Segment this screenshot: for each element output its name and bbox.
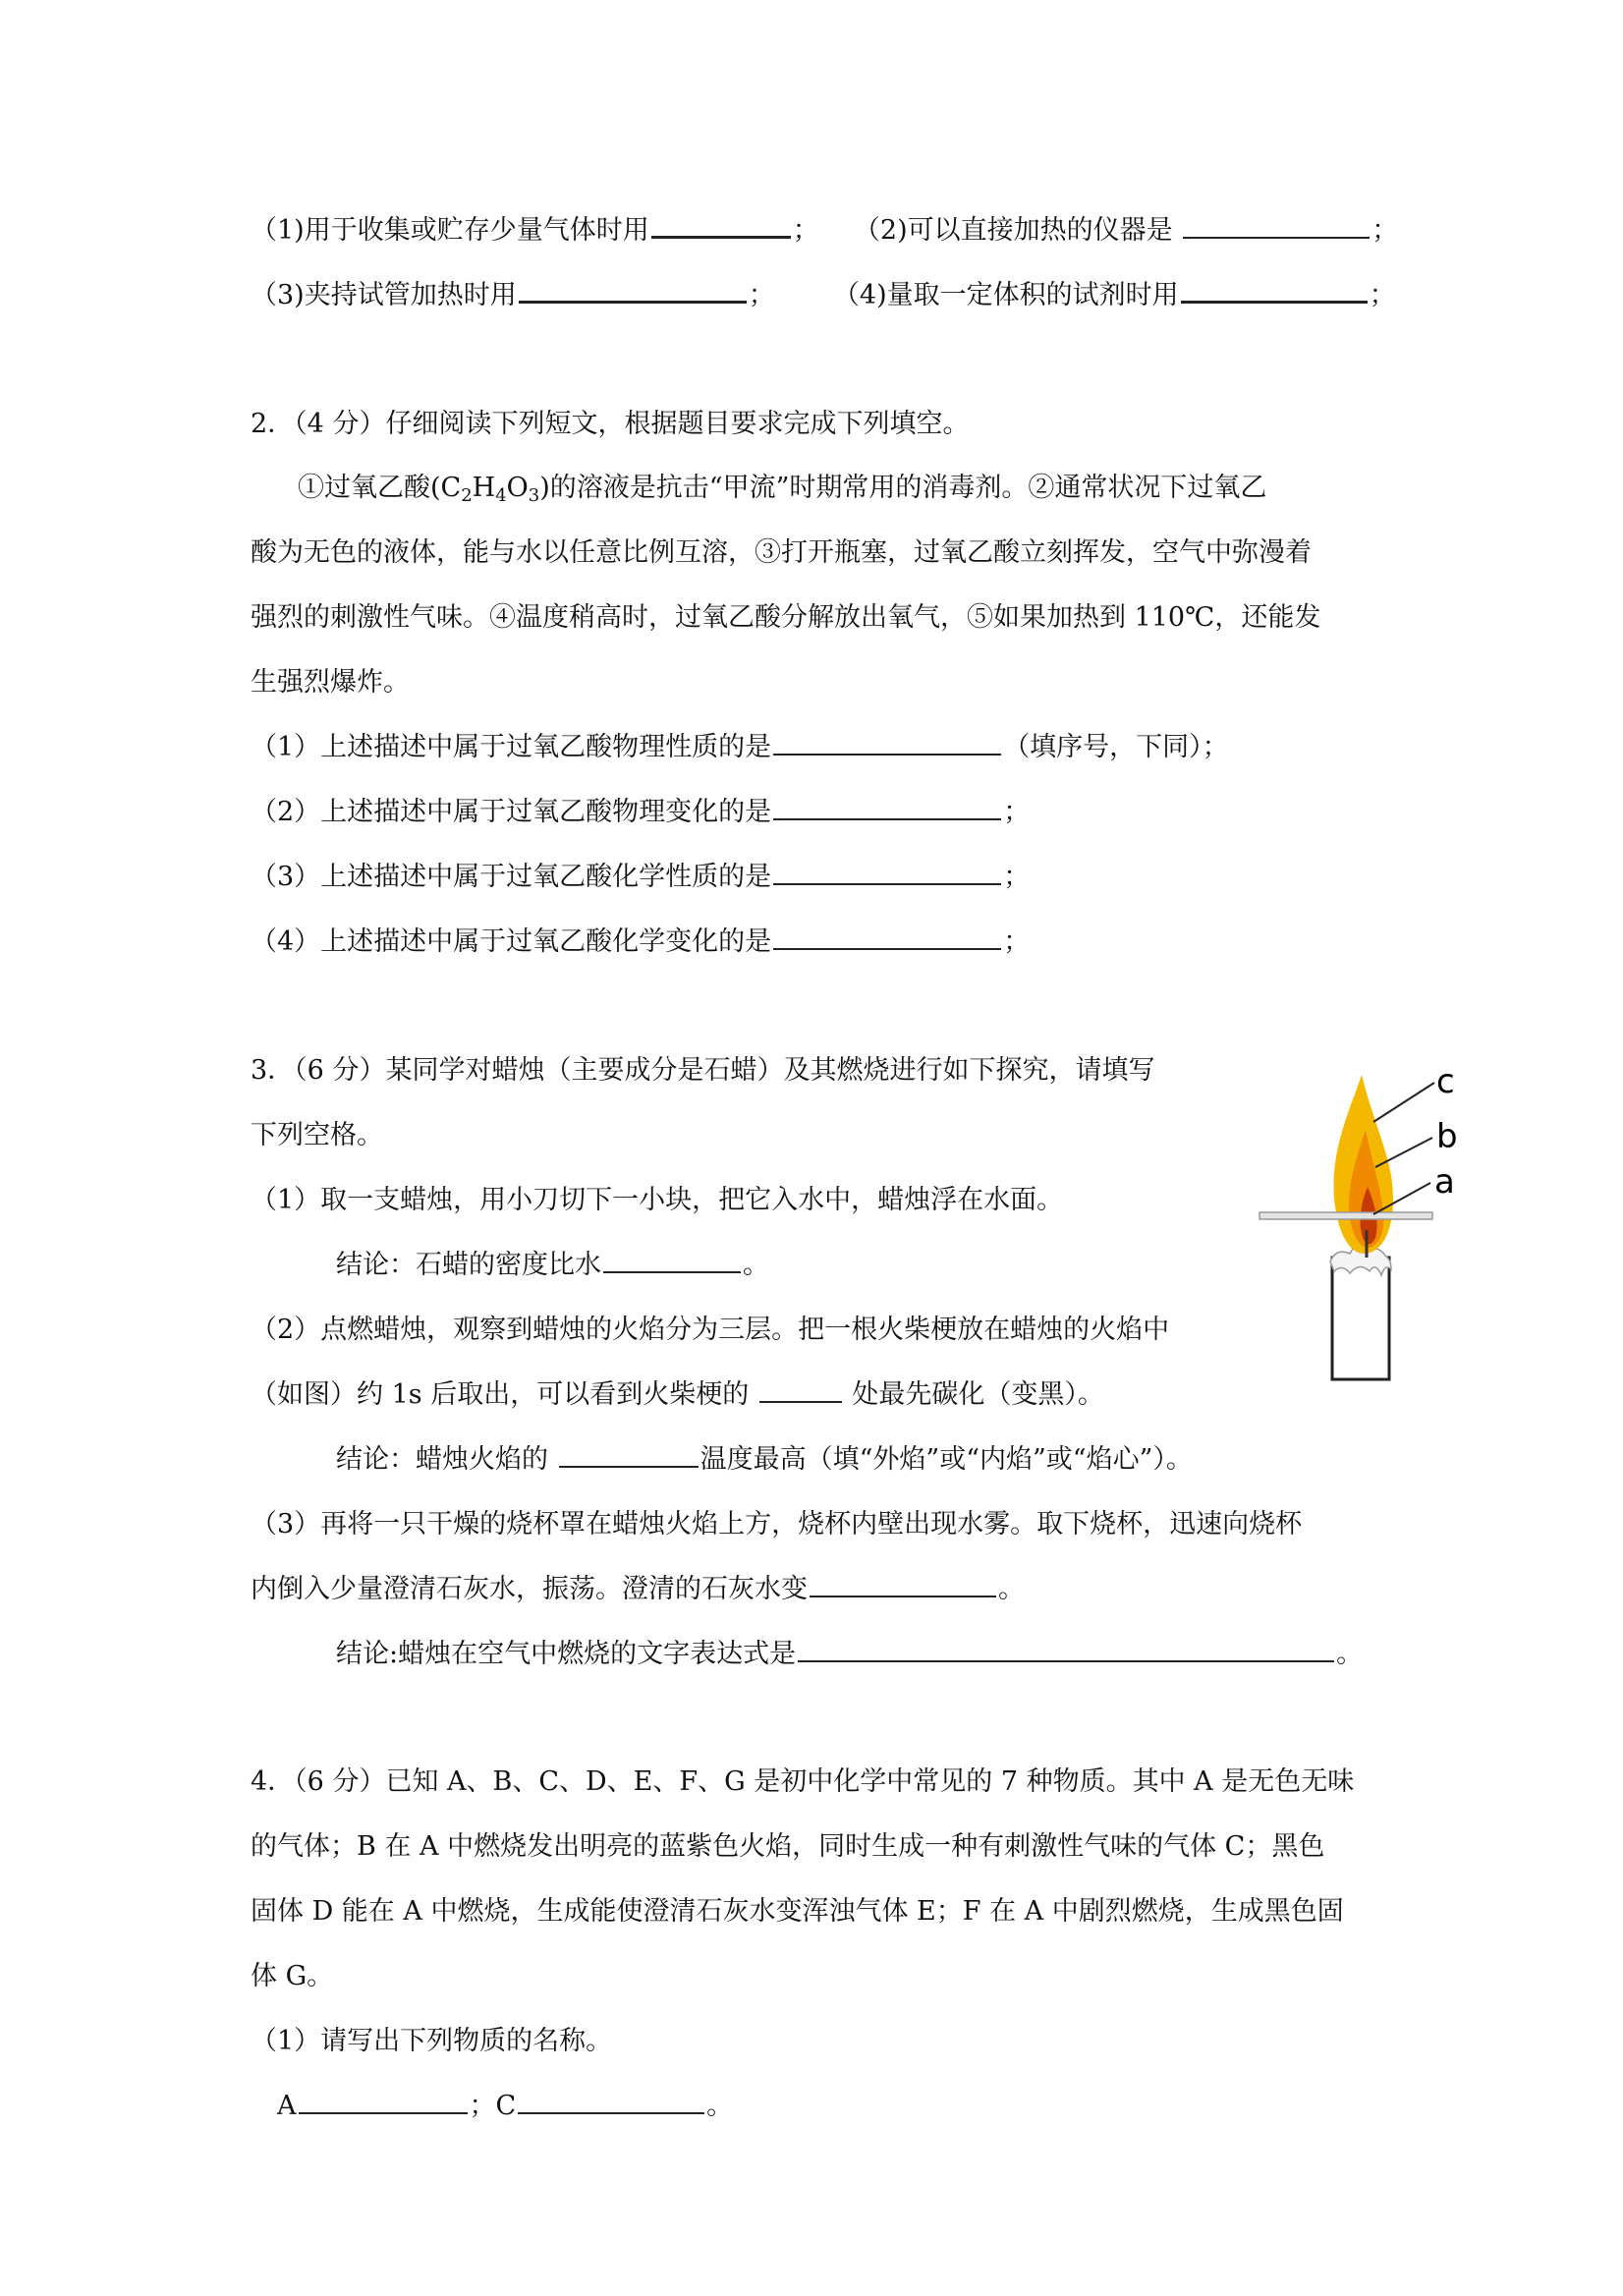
q2-paragraph-line-1: ①过氧乙酸$(C_2H_4O_3)$的溶液是抗击“甲流”时期常用的消毒剂。②通常状况下过氧乙 bbox=[298, 473, 1267, 506]
q3-conclusion-2: 结论：蜡烛火焰的 温度最高（填“外焰”或“内焰”或“焰心”）。 bbox=[336, 1440, 1193, 1480]
q4-line-3: 固体 D 能在 A 中燃烧，生成能使澄清石灰水变浑浊气体 E；F 在 A 中剧烈燃烧，生成黑色固 bbox=[251, 1896, 1344, 1927]
q2-heading: 2．（4 分）仔细阅读下列短文，根据题目要求完成下列填空。 bbox=[251, 409, 970, 439]
q1-line-2: （3)夹持试管加热时用 ； （4)量取一定体积的试剂时用 ； bbox=[251, 275, 1396, 315]
label-a: a bbox=[1434, 1162, 1455, 1202]
label-b: b bbox=[1436, 1117, 1458, 1156]
label-c: c bbox=[1436, 1062, 1455, 1101]
answer-blank[interactable] bbox=[759, 1375, 842, 1403]
q4-line-1: 4．（6 分）已知 A、B、C、D、E、F、G 是初中化学中常见的 7 种物质。其中 A 是无色无味 bbox=[251, 1766, 1355, 1797]
answer-blank[interactable] bbox=[559, 1440, 699, 1468]
pointer-line-c bbox=[1373, 1083, 1434, 1122]
answer-blank[interactable] bbox=[651, 210, 791, 239]
q2-subquestion-4: （4）上述描述中属于过氧乙酸化学变化的是 ； bbox=[251, 923, 1030, 962]
q2-subquestion-3: （3）上述描述中属于过氧乙酸化学性质的是 ； bbox=[251, 858, 1030, 897]
answer-blank[interactable] bbox=[519, 275, 747, 304]
answer-blank[interactable] bbox=[773, 793, 1001, 820]
q1-line-1: （1)用于收集或贮存少量气体时用 ； （2)可以直接加热的仪器是 ； bbox=[251, 210, 1398, 251]
q3-heading-cont: 下列空格。 bbox=[251, 1120, 383, 1150]
answer-blank[interactable] bbox=[1181, 275, 1368, 304]
answer-blank[interactable] bbox=[810, 1570, 996, 1597]
q4-answer-line: A ；C 。 bbox=[277, 2087, 733, 2126]
q2-paragraph-line-3: 强烈的刺激性气味。④温度稍高时，过氧乙酸分解放出氧气，⑤如果加热到 110℃，还能发 bbox=[251, 602, 1321, 633]
q3-step-2: （2）点燃蜡烛，观察到蜡烛的火焰分为三层。把一根火柴梗放在蜡烛的火焰中 bbox=[251, 1315, 1170, 1345]
q4-line-4: 体 G。 bbox=[251, 1961, 334, 1991]
q3-step-3: （3）再将一只干燥的烧杯罩在蜡烛火焰上方，烧杯内壁出现水雾。取下烧杯，迅速向烧杯 bbox=[251, 1509, 1303, 1540]
answer-blank[interactable] bbox=[1183, 211, 1370, 239]
answer-blank[interactable] bbox=[773, 728, 1001, 756]
answer-blank-a[interactable] bbox=[299, 2087, 468, 2114]
q2-subquestion-2: （2）上述描述中属于过氧乙酸物理变化的是 ； bbox=[251, 793, 1030, 832]
q2-paragraph-line-4: 生强烈爆炸。 bbox=[251, 667, 410, 698]
q4-subquestion-1: （1）请写出下列物质的名称。 bbox=[251, 2026, 613, 2056]
q3-conclusion-3: 结论:蜡烛在空气中燃烧的文字表达式是 。 bbox=[336, 1635, 1363, 1674]
q3-step-3-cont: 内倒入少量澄清石灰水，振荡。澄清的石灰水变 。 bbox=[251, 1570, 1025, 1609]
q2-paragraph-line-2: 酸为无色的液体，能与水以任意比例互溶，③打开瓶塞，过氧乙酸立刻挥发，空气中弥漫着 bbox=[251, 537, 1312, 568]
q2-subquestion-1: （1）上述描述中属于过氧乙酸物理性质的是 （填序号，下同）； bbox=[251, 728, 1229, 767]
q4-line-2: 的气体；B 在 A 中燃烧发出明亮的蓝紫色火焰，同时生成一种有刺激性气味的气体 C；黑色 bbox=[251, 1831, 1325, 1862]
q3-heading: 3．（6 分）某同学对蜡烛（主要成分是石蜡）及其燃烧进行如下探究，请填写 bbox=[251, 1055, 1155, 1086]
q3-conclusion-1: 结论：石蜡的密度比水 。 bbox=[336, 1246, 769, 1285]
answer-blank[interactable] bbox=[603, 1246, 741, 1273]
q3-step-2-cont: （如图）约 1s 后取出，可以看到火柴梗的 处最先碳化（变黑）。 bbox=[251, 1375, 1104, 1415]
matchstick bbox=[1259, 1212, 1432, 1219]
answer-blank[interactable] bbox=[773, 858, 1001, 885]
answer-blank[interactable] bbox=[798, 1635, 1334, 1662]
candle-flame-figure bbox=[1248, 1061, 1483, 1385]
answer-blank-c[interactable] bbox=[518, 2087, 704, 2114]
q3-step-1: （1）取一支蜡烛，用小刀切下一小块，把它入水中，蜡烛浮在水面。 bbox=[251, 1185, 1064, 1215]
answer-blank[interactable] bbox=[773, 923, 1001, 950]
candle-body bbox=[1332, 1258, 1389, 1379]
